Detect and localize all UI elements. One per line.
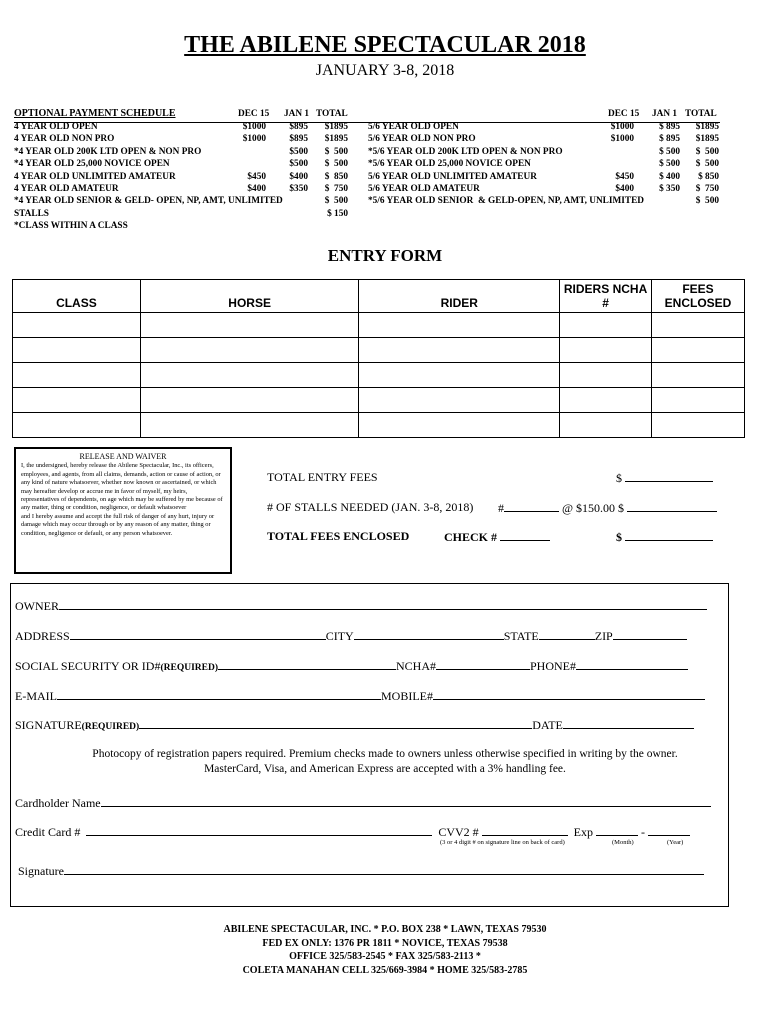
left-row-label: 4 YEAR OLD OPEN (14, 122, 98, 132)
left-row-label: *4 YEAR OLD 200K LTD OPEN & NON PRO (14, 146, 202, 157)
right-row-jan: $ 895 (659, 122, 680, 132)
stalls-field[interactable]: # @ $150.00 $ (498, 500, 717, 516)
left-row-total: $1895 (324, 134, 348, 145)
release-waiver-box (14, 447, 232, 574)
left-row-total: $ 500 (324, 146, 348, 157)
table-row (13, 313, 745, 338)
col-horse: HORSE (140, 280, 359, 313)
table-row (13, 338, 745, 363)
col-dec-left: DEC 15 (238, 109, 270, 119)
left-row-dec: $1000 (242, 134, 266, 145)
right-row-total: $ 500 (695, 196, 719, 207)
waiver-text: I, the undersigned, hereby release the Abilene Spectacular, Inc., its officers, employees, and agents, from all claims, demands, action or cause of action, or any kind of nature whatsoever, whether now known or ascertained, or which may hereafter develop or accrue me in favor of myself, my heirs, representatives of dependents, on age which may be suffered by me because of any matter, thing or condition, negligence, or default whatsoever (21, 462, 223, 512)
right-row-jan: $ 400 (659, 171, 680, 182)
col-total-left: TOTAL (316, 109, 348, 119)
left-row-jan: $500 (289, 159, 308, 170)
left-row-total: $ 150 (327, 208, 348, 219)
entry-header-row (13, 280, 745, 313)
col-rider: RIDER (359, 280, 560, 313)
credit-card-row[interactable]: Credit Card # CVV2 # Exp - (15, 824, 690, 840)
total-entry-fees-label: TOTAL ENTRY FEES (267, 470, 378, 484)
left-row-dec: $450 (247, 171, 266, 182)
card-signature-row[interactable]: Signature (18, 863, 704, 879)
month-hint: (Month) (612, 839, 634, 846)
waiver-text-2: and I hereby assume and accept the full risk of danger of any hurt, injury or damage which may occur through or by any reason of any matter, thing or condition, negligence or default, or any person whatsoever. (21, 512, 215, 537)
cardholder-row[interactable]: Cardholder Name (15, 795, 711, 811)
waiver-title: RELEASE AND WAIVER (79, 452, 167, 461)
cvv-hint: (3 or 4 digit # on signature line on back of card) (440, 839, 565, 846)
left-row-jan: $895 (289, 134, 308, 145)
owner-field[interactable]: OWNER (15, 598, 707, 614)
event-dates: JANUARY 3-8, 2018 (315, 62, 455, 79)
left-row-dec: $1000 (242, 122, 266, 132)
left-row-total: $ 750 (324, 184, 348, 194)
footer-line-3: OFFICE 325/583-2545 * FAX 325/583-2113 * (289, 951, 481, 962)
registration-note: Photocopy of registration papers required. Premium checks made to owners unless otherwise specified in writing by the owner. (92, 748, 678, 760)
right-row-jan: $ 350 (659, 184, 680, 194)
right-row-total: $ 850 (698, 171, 719, 182)
left-row-label: STALLS (14, 208, 49, 219)
address-row[interactable]: ADDRESS CITY STATE ZIP (15, 628, 687, 644)
left-row-label: *4 YEAR OLD SENIOR & GELD- OPEN, NP, AMT, UNLIMITED (14, 196, 283, 207)
left-row-label: 4 YEAR OLD UNLIMITED AMATEUR (14, 171, 176, 182)
signature-row[interactable]: SIGNATURE(REQUIRED) DATE (15, 717, 694, 733)
right-row-dec: $1000 (610, 134, 634, 145)
left-row-jan: $350 (289, 184, 308, 194)
entry-form-title: ENTRY FORM (327, 246, 443, 265)
footer-line-1: ABILENE SPECTACULAR, INC. * P.O. BOX 238 * LAWN, TEXAS 79530 (223, 924, 547, 935)
check-number-field[interactable]: CHECK # (444, 529, 550, 545)
col-dec-right: DEC 15 (608, 109, 640, 119)
ssn-row[interactable]: SOCIAL SECURITY OR ID#(REQUIRED) NCHA# PHONE# (15, 658, 688, 674)
email-row[interactable]: E-MAIL MOBILE# (15, 688, 705, 704)
right-row-jan: $ 500 (659, 159, 680, 170)
left-row-jan: $895 (289, 122, 308, 132)
schedule-rule (14, 122, 720, 123)
right-row-total: $ 500 (695, 146, 719, 157)
left-row-jan: $400 (289, 171, 308, 182)
right-row-label: 5/6 YEAR OLD AMATEUR (368, 184, 480, 194)
table-row (13, 388, 745, 413)
right-row-dec: $1000 (610, 122, 634, 132)
col-fees-enclosed: FEES ENCLOSED (652, 280, 745, 313)
left-row-total: $1895 (324, 122, 348, 132)
col-riders-ncha: RIDERS NCHA # (560, 280, 652, 313)
right-row-label: 5/6 YEAR OLD OPEN (368, 122, 459, 132)
left-row-dec: $400 (247, 184, 266, 194)
table-row (13, 413, 745, 438)
year-hint: (Year) (667, 839, 684, 846)
right-row-jan: $ 500 (659, 146, 680, 157)
right-row-label: 5/6 YEAR OLD UNLIMITED AMATEUR (368, 171, 537, 182)
right-row-dec: $400 (615, 184, 634, 194)
left-row-total: $ 500 (324, 196, 348, 207)
col-total-right: TOTAL (685, 109, 717, 119)
right-row-dec: $450 (615, 171, 634, 182)
footer-line-4: COLETA MANAHAN CELL 325/669-3984 * HOME 325/583-2785 (242, 964, 528, 976)
left-row-total: $ 850 (324, 171, 348, 182)
right-row-label: *5/6 YEAR OLD SENIOR & GELD-OPEN, NP, AMT, UNLIMITED (368, 196, 645, 207)
footer-line-2: FED EX ONLY: 1376 PR 1811 * NOVICE, TEXAS 79538 (262, 937, 508, 949)
card-fee-note: MasterCard, Visa, and American Express are accepted with a 3% handling fee. (204, 763, 566, 775)
total-entry-fees-field[interactable]: $ (616, 470, 713, 486)
footer-contact (0, 923, 770, 977)
left-row-total: $ 500 (324, 159, 348, 170)
stalls-label: # OF STALLS NEEDED (JAN. 3-8, 2018) (267, 500, 474, 514)
page-title: THE ABILENE SPECTACULAR 2018 (184, 32, 586, 58)
right-row-total: $ 500 (695, 159, 719, 170)
right-row-label: *5/6 YEAR OLD 25,000 NOVICE OPEN (368, 159, 531, 170)
right-row-label: 5/6 YEAR OLD NON PRO (368, 134, 476, 145)
right-row-jan: $ 895 (659, 134, 680, 145)
right-row-total: $1895 (695, 122, 719, 132)
left-row-label: *CLASS WITHIN A CLASS (14, 221, 128, 232)
col-class: CLASS (13, 280, 141, 313)
left-row-label: *4 YEAR OLD 25,000 NOVICE OPEN (14, 159, 170, 170)
col-jan-left: JAN 1 (284, 109, 310, 119)
schedule-heading: OPTIONAL PAYMENT SCHEDULE (14, 108, 176, 119)
left-row-jan: $500 (289, 146, 308, 157)
total-fees-enclosed-field[interactable]: $ (616, 529, 713, 545)
col-jan-right: JAN 1 (652, 109, 678, 119)
entry-table (12, 279, 745, 438)
right-row-total: $ 750 (695, 184, 719, 194)
right-row-total: $1895 (695, 134, 719, 145)
right-row-label: *5/6 YEAR OLD 200K LTD OPEN & NON PRO (368, 146, 563, 157)
total-fees-enclosed-label: TOTAL FEES ENCLOSED (267, 529, 410, 543)
left-row-label: 4 YEAR OLD NON PRO (14, 134, 115, 145)
left-row-label: 4 YEAR OLD AMATEUR (14, 184, 119, 194)
table-row (13, 363, 745, 388)
